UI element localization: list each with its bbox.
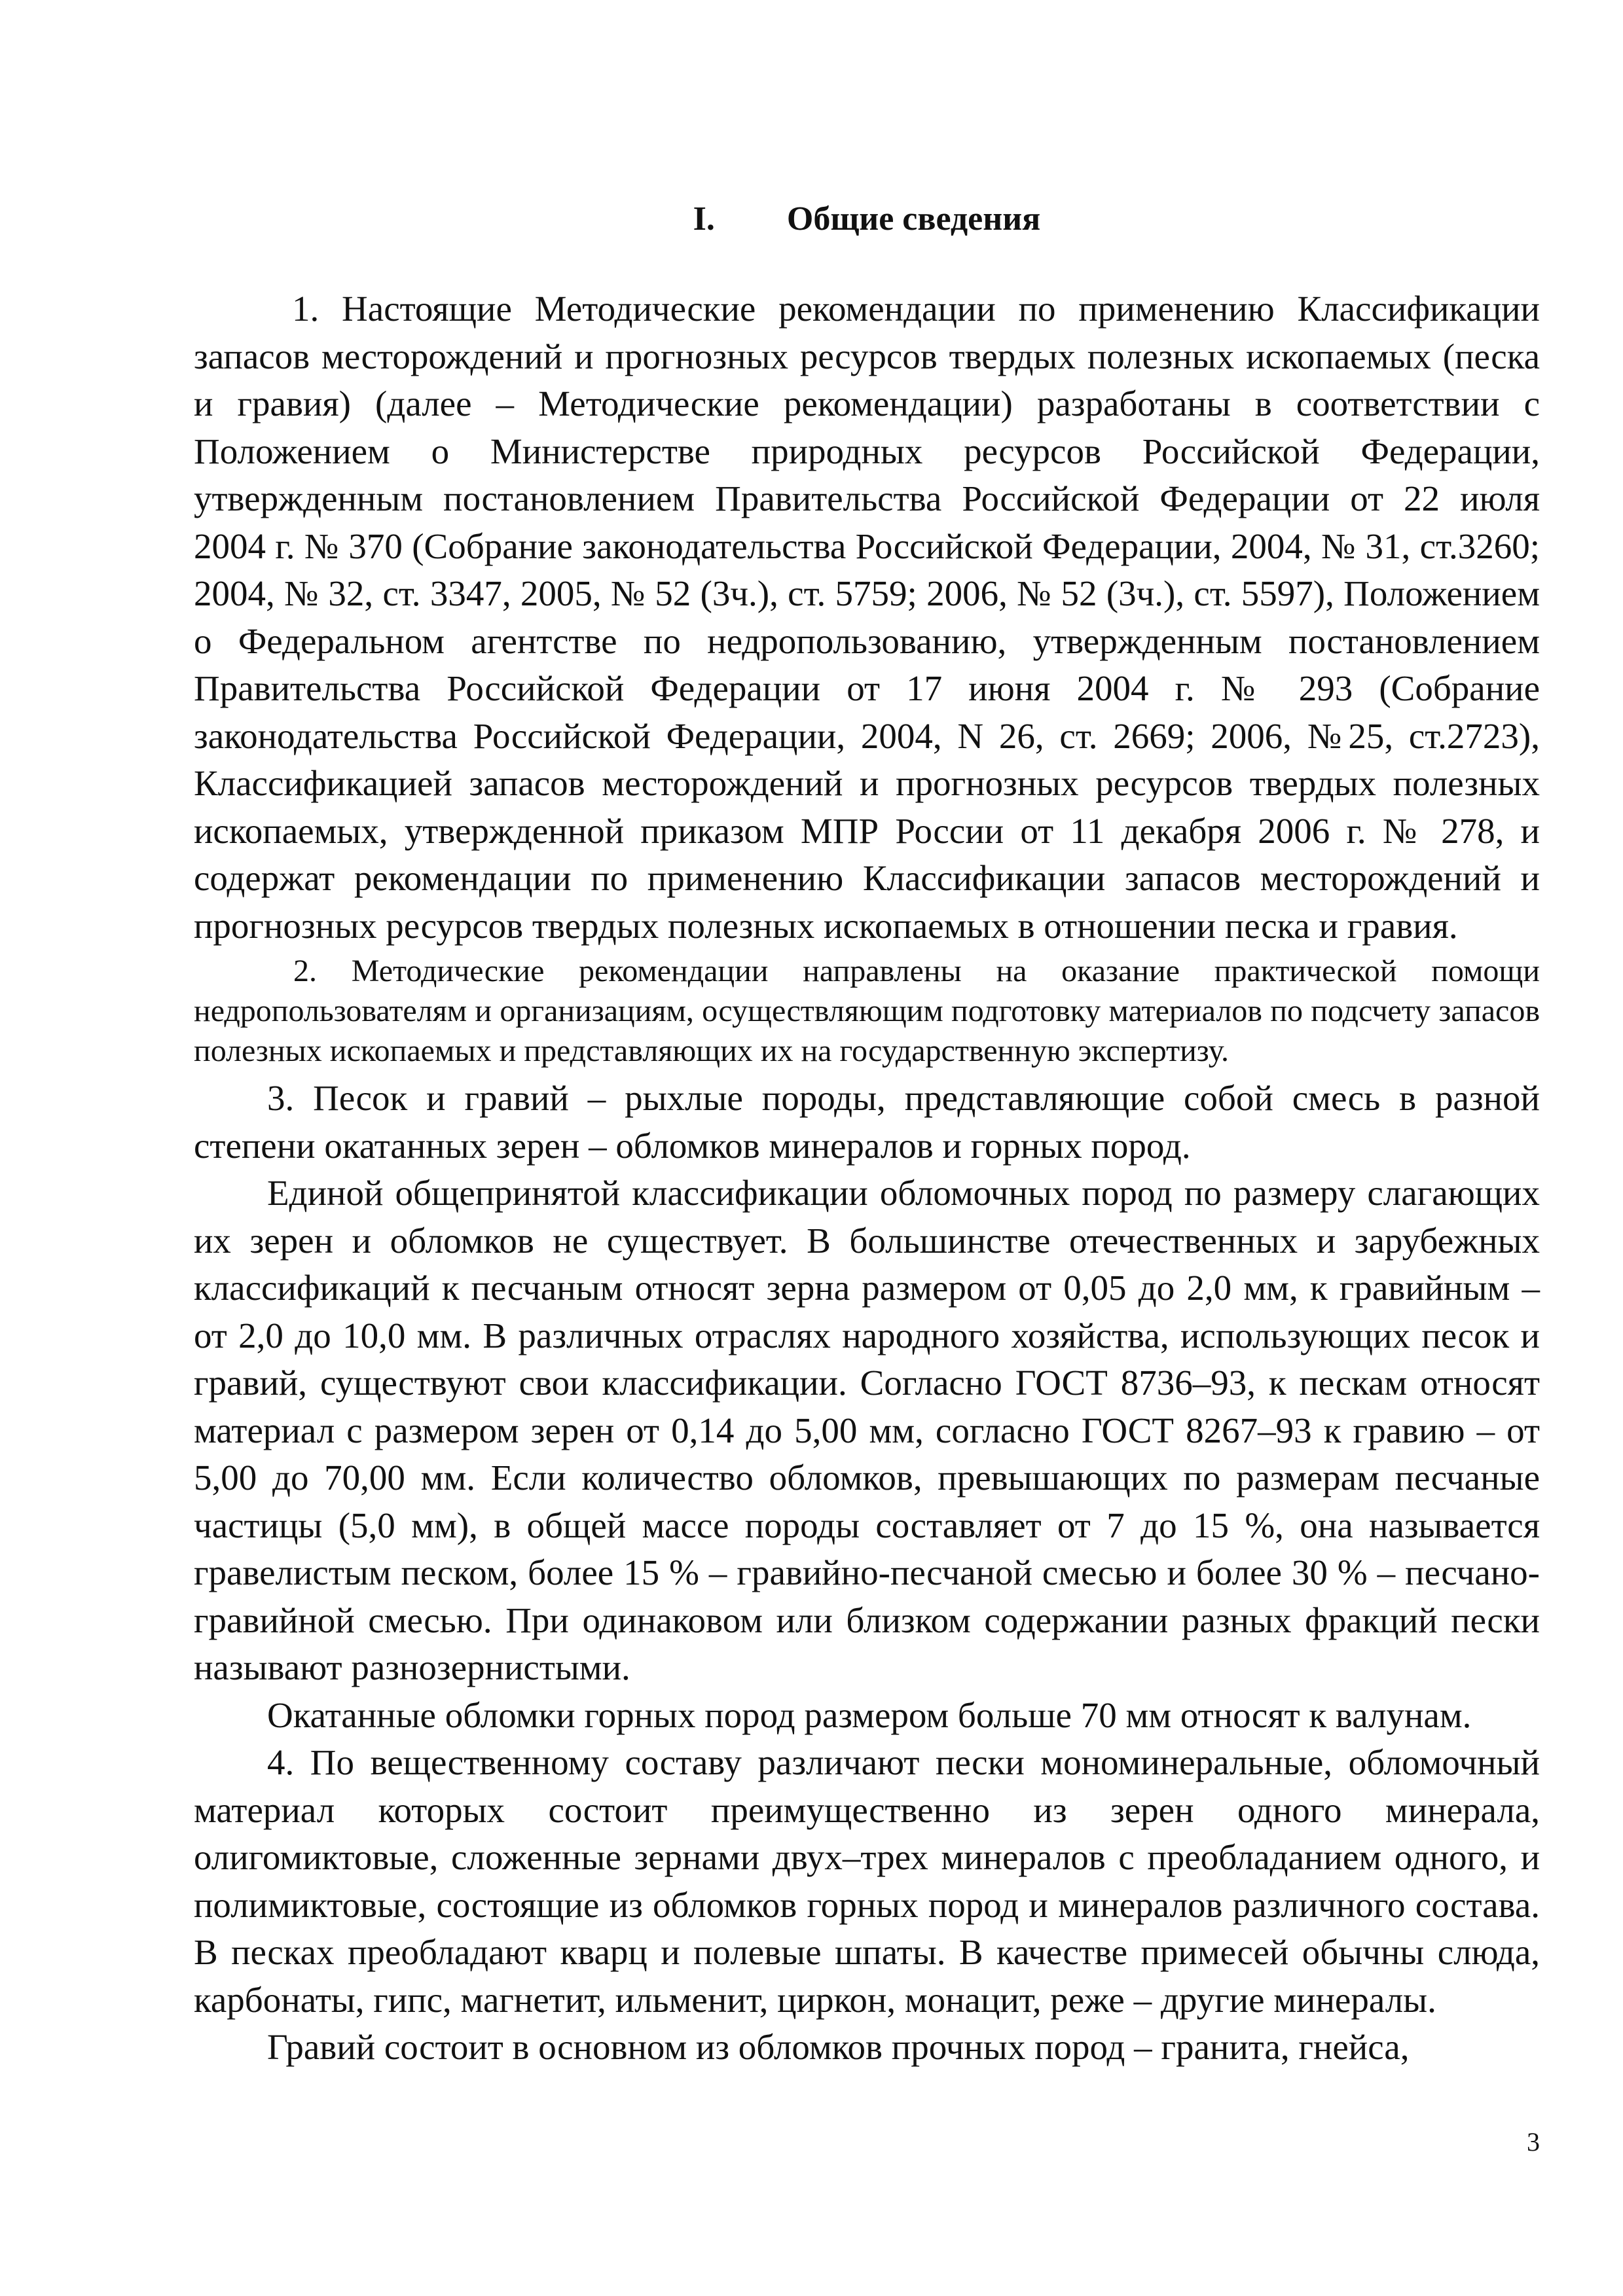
paragraph-4: Единой общепринятой классификации обломочных пород по размеру слагающих их зерен и обломков не существует. В большинстве отечественных и зарубежных классификаций к песчаным относят зерна размером от 0,05 до 2,0 мм, к гравийным – от 2,0 до 10,0 мм. В различных отраслях народного хозяйства, использующих песок и гравий, существуют свои классификации. Согласно ГОСТ 8736–93, к пескам относят материал с размером зерен от 0,14 до 5,00 мм, согласно ГОСТ 8267–93 к гравию – от 5,00 до 70,00 мм. Если количество обломков, превышающих по размерам песчаные частицы (5,0 мм), в общей массе породы составляет от 7 до 15 %, она называется гравелистым песком, более 15 % – гравийно-песчаной смесью и более 30 % – песчано-гравийной смесью. При одинаковом или близком содержании разных фракций пески называют разнозернистыми.: [194, 1173, 1540, 1687]
section-number: I.: [693, 200, 715, 238]
section-title: Общие сведения: [786, 200, 1041, 238]
paragraph-5: Окатанные обломки горных пород размером больше 70 мм относят к валунам.: [267, 1695, 1472, 1735]
paragraph-7: Гравий состоит в основном из обломков прочных пород – гранита, гнейса,: [267, 2027, 1410, 2067]
paragraph-2: 2. Методические рекомендации направлены на оказание практической помощи недропользователям и организациям, осуществляющим подготовку материалов по подсчету запасов полезных ископаемых и представляющих их на государственную экспертизу.: [194, 954, 1540, 1068]
paragraph-3: 3. Песок и гравий – рыхлые породы, представляющие собой смесь в разной степени окатанных зерен – обломков минералов и горных пород.: [194, 1078, 1540, 1166]
paragraph-6: 4. По вещественному составу различают пески мономинеральные, обломочный материал которых состоит преимущественно из зерен одного минерала, олигомиктовые, сложенные зернами двух–трех минералов с преобладанием одного, и полимиктовые, состоящие из обломков горных пород и минералов различного состава. В песках преобладают кварц и полевые шпаты. В качестве примесей обычны слюда, карбонаты, гипс, магнетит, ильменит, циркон, монацит, реже – другие минералы.: [194, 1742, 1540, 2020]
body-text: [194, 285, 1540, 2072]
document-page: [194, 0, 1540, 2296]
page-number: 3: [1527, 2127, 1540, 2157]
section-heading: [194, 196, 1540, 242]
paragraph-1: 1. Настоящие Методические рекомендации по применению Классификации запасов месторождений и прогнозных ресурсов твердых полезных ископаемых (песка и гравия) (далее – Методические рекомендации) разработаны в соответствии с Положением о Министерстве природных ресурсов Российской Федерации, утвержденным постановлением Правительства Российской Федерации от 22 июля 2004 г. № 370 (Собрание законодательства Российской Федерации, 2004, № 31, ст.3260; 2004, № 32, ст. 3347, 2005, № 52 (3ч.), ст. 5759; 2006, № 52 (3ч.), ст. 5597), Положением о Федеральном агентстве по недропользованию, утвержденным постановлением Правительства Российской Федерации от 17 июня 2004 г. № 293 (Собрание законодательства Российской Федерации, 2004, N 26, ст. 2669; 2006, №25, ст.2723), Классификацией запасов месторождений и прогнозных ресурсов твердых полезных ископаемых, утвержденной приказом МПР России от 11 декабря 2006 г. № 278, и содержат рекомендации по применению Классификации запасов месторождений и прогнозных ресурсов твердых полезных ископаемых в отношении песка и гравия.: [194, 289, 1540, 946]
